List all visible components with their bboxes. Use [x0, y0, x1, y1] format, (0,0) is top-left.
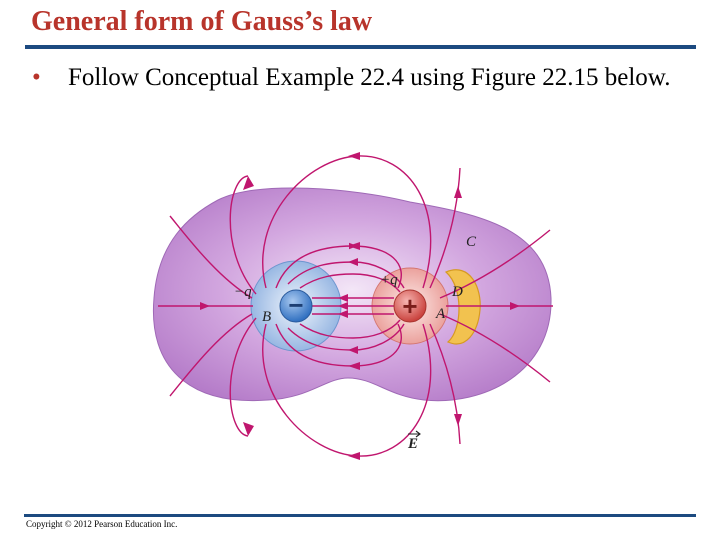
neg-charge-label: −q — [234, 284, 252, 300]
title-underline — [25, 45, 696, 49]
surface-label-b: B — [262, 309, 272, 325]
field-arrowhead — [454, 186, 462, 198]
pos-charge-label: +q — [380, 272, 398, 288]
surface-label-a: A — [436, 306, 446, 322]
footer-rule — [24, 514, 696, 517]
surface-label-d: D — [452, 284, 463, 300]
field-arrowhead — [243, 422, 254, 436]
bullet-dot: • — [32, 64, 41, 91]
field-arrowhead — [348, 452, 360, 460]
bullet-text: Follow Conceptual Example 22.4 using Figure 22.15 below. — [68, 64, 671, 91]
field-arrowhead — [348, 152, 360, 160]
gaussian-surface-c — [153, 188, 551, 401]
copyright-text: Copyright © 2012 Pearson Education Inc. — [26, 519, 178, 529]
field-arrowhead — [454, 414, 462, 426]
negative-sign: − — [288, 290, 304, 320]
positive-sign: + — [402, 291, 418, 321]
bullet-item — [32, 63, 692, 92]
field-vector-label: E — [408, 436, 419, 452]
gauss-law-figure — [148, 138, 560, 463]
field-arrowhead — [243, 176, 254, 190]
slide-title: General form of Gauss’s law — [31, 6, 373, 37]
surface-label-c: C — [466, 234, 477, 250]
